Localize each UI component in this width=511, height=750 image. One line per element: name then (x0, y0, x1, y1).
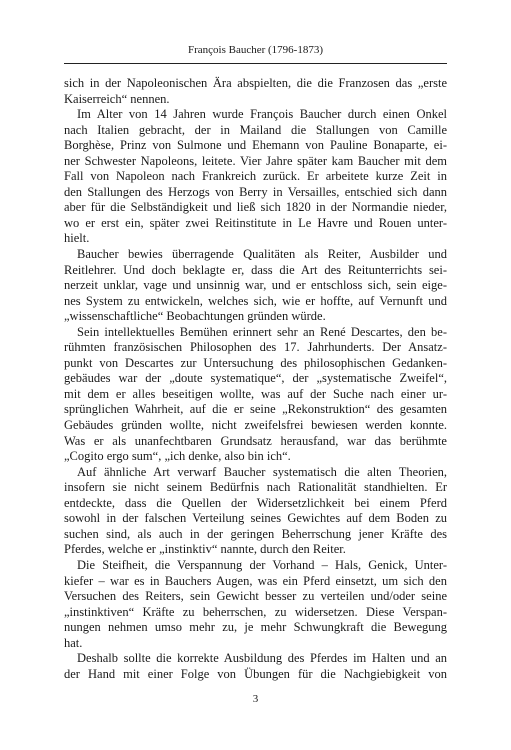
text-line: Pferdes, welche er „instinktiv“ nannte, durch den Reiter. (64, 542, 346, 557)
text-line: suchen sind, als auch in der geringen Beherrschung jener Kräfte des (64, 526, 447, 541)
text-line: kiefer – war es in Bauchers Augen, was ein Pferd einsetzt, um sich den (64, 573, 447, 588)
paragraph (64, 325, 447, 465)
text-line: hielt. (64, 231, 90, 246)
text-line: Sein intellektuelles Bemühen erinnert sehr an René Descartes, den be- (77, 324, 447, 339)
text-line: sich in der Napoleonischen Ära abspielten, die die Franzosen das „erste (64, 76, 447, 90)
text-line: wo er erst ein, später zwei Reitinstitute in Le Havre und Rouen unter- (64, 215, 447, 230)
text-line: Fall von Napoleon nach Frankreich zurück. Er arbeitete kurze Zeit in (64, 169, 447, 184)
text-line: Was er als unanfechtbaren Grundsatz herausfand, war das berühmte (64, 433, 447, 448)
text-line: nach Italien gebracht, der in Mailand die Stallungen von Camille (64, 122, 447, 137)
text-line: gebäudes war der „doute systematique“, der „systematische Zweifel“, (64, 371, 447, 386)
text-line: Deshalb sollte die korrekte Ausbildung des Pferdes im Halten und an (77, 651, 447, 666)
text-line: punkt von Descartes zur Untersuchung des philosophischen Gedanken- (64, 355, 447, 370)
page-number: 3 (252, 693, 259, 705)
text-line: Die Steifheit, die Verspannung der Vorhand – Hals, Genick, Unter- (77, 557, 447, 572)
paragraph (64, 76, 447, 107)
text-line: insofern sie nicht seinem Bedürfnis nach Rationalität standhielten. Er (64, 480, 447, 495)
text-line: mit dem er alles beseitigen wollte, was auf der Suche nach einer ur- (64, 386, 447, 401)
running-header: François Baucher (1796-1873) (187, 44, 324, 56)
text-line: entdeckte, dass die Quellen der Widersetzlichkeit bei einem Pferd (64, 495, 447, 510)
paragraph (64, 107, 447, 247)
text-line: aber für die Selbständigkeit und ließ sich 1820 in der Normandie nieder, (64, 200, 447, 215)
text-line: Auf ähnliche Art verwarf Baucher systematisch die alten Theorien, (77, 464, 447, 479)
text-line: Borghèse, Prinz von Sulmone und Ehemann von Pauline Bonaparte, ei- (64, 138, 447, 153)
text-line: nes System zu entwickeln, welches sich, wie er hoffte, auf Vernunft und (64, 293, 447, 308)
text-line: Gebäudes gründen wollte, nicht zweifelsfrei bewiesen werden konnte. (64, 418, 447, 433)
text-line: der Hand mit einer Folge von Übungen für die Nachgiebigkeit von (64, 666, 447, 681)
text-line: hat. (64, 635, 83, 650)
text-line: Reitlehrer. Und doch beklagte er, dass die Art des Reitunterrichts sei- (64, 262, 447, 277)
text-line: ner Schwester Napoleons, leitete. Vier Jahre später kam Baucher mit dem (64, 153, 447, 168)
text-line: Baucher bewies überragende Qualitäten als Reiter, Ausbilder und (77, 247, 447, 262)
text-line: sowohl in der falschen Verteilung seines Gewichtes auf dem Boden zu (64, 511, 447, 526)
text-line: rühmten französischen Philosophen des 17. Jahrhunderts. Der Ansatz- (64, 340, 447, 355)
paragraph (64, 465, 447, 558)
text-line: sprünglichen Wahrheit, auf die er seine „Rekonstruktion“ des gesamten (64, 402, 447, 417)
paragraph (64, 558, 447, 651)
text-line: nerzeit unklar, vage und unsinnig war, und er entschloss sich, sein eige- (64, 278, 447, 293)
header-rule (64, 63, 447, 64)
text-line: nungen nehmen umso mehr zu, je mehr Schwungkraft die Bewegung (64, 620, 447, 635)
body-text (64, 76, 447, 682)
text-line: den Stallungen des Herzogs von Berry in Versailles, entschied sich dann (64, 184, 447, 199)
text-line: Versuchen des Reiters, sein Gewicht besser zu verteilen und/oder seine (64, 589, 447, 604)
paragraph (64, 651, 447, 682)
paragraph (64, 247, 447, 325)
text-line: Kaiserreich“ nennen. (64, 91, 170, 106)
text-line: „instinktiven“ Kräfte zu beherrschen, zu widersetzen. Diese Verspan- (64, 604, 447, 619)
text-line: „Cogito ergo sum“, „ich denke, also bin ich“. (64, 449, 291, 464)
text-line: „wissenschaftliche“ Beobachtungen gründen würde. (64, 309, 326, 324)
text-line: Im Alter von 14 Jahren wurde François Baucher durch einen Onkel (77, 107, 447, 122)
